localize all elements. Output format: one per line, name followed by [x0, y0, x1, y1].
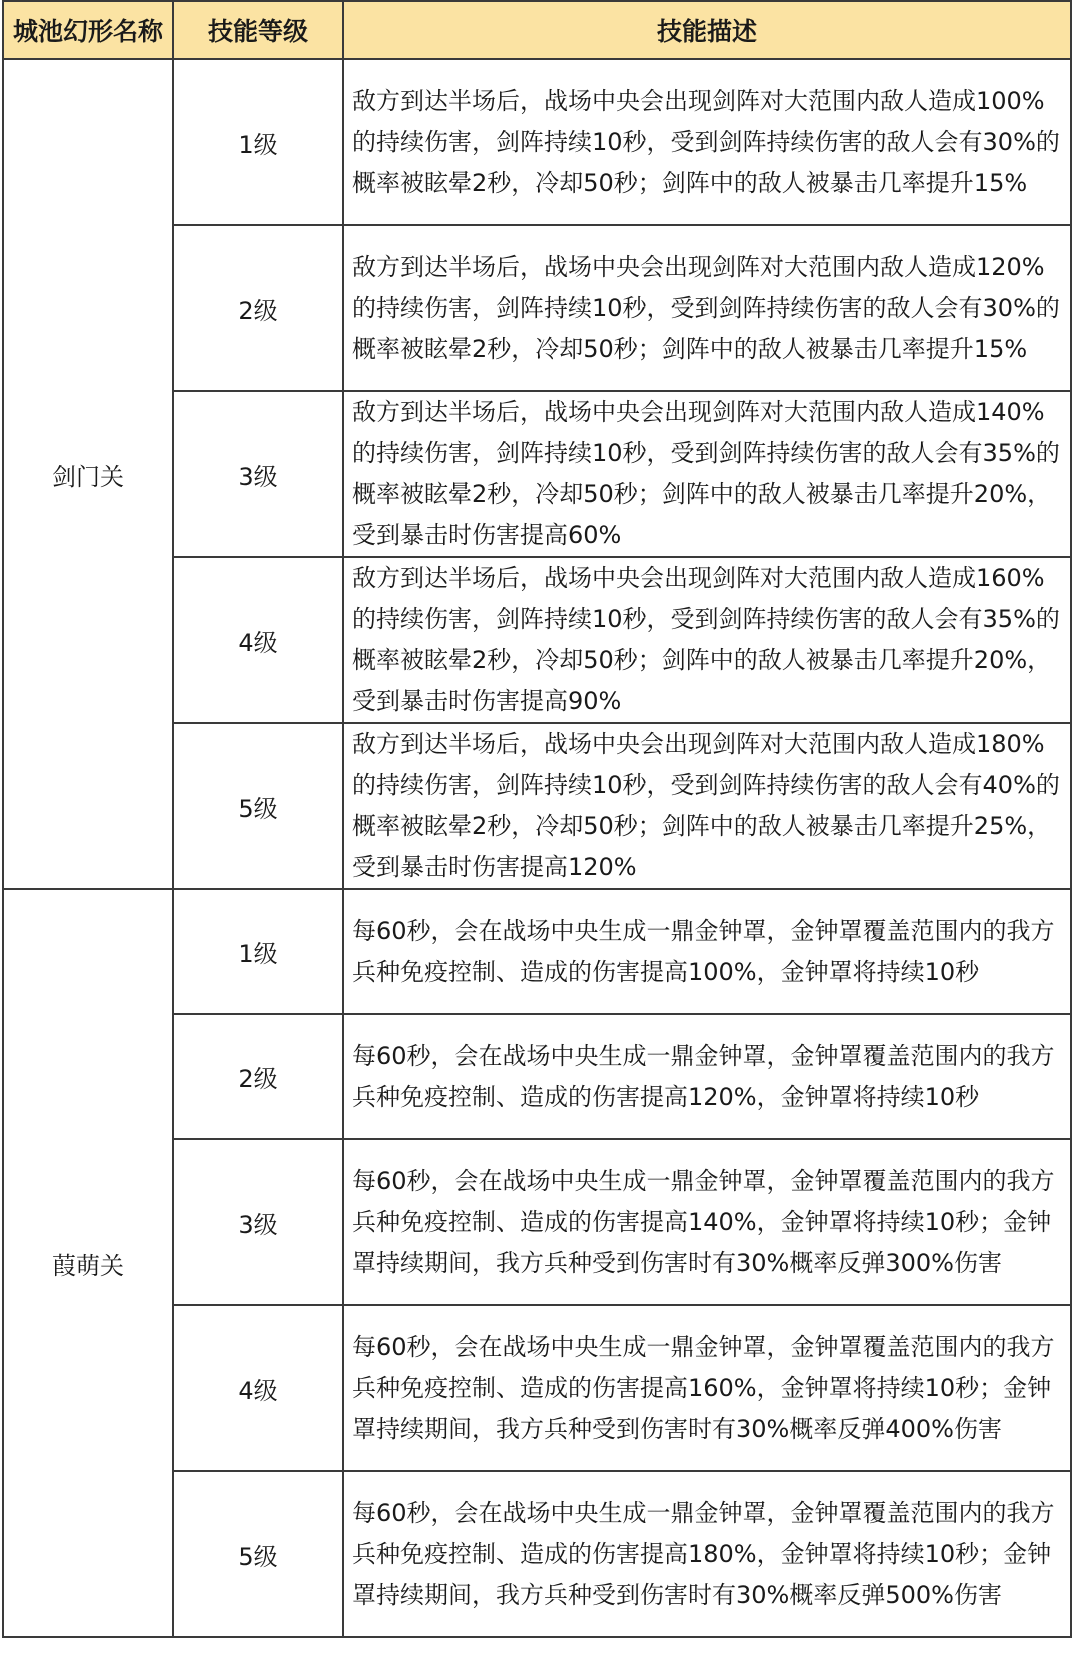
header-skill-description: 技能描述	[343, 1, 1071, 59]
header-skill-level: 技能等级	[173, 1, 343, 59]
skill-description-cell: 每60秒，会在战场中央生成一鼎金钟罩，金钟罩覆盖范围内的我方兵种免疫控制、造成的伤害提高180%，金钟罩将持续10秒；金钟罩持续期间，我方兵种受到伤害时有30%概率反弹500%伤害	[343, 1471, 1071, 1637]
skill-level-cell: 3级	[173, 391, 343, 557]
skill-description-cell: 每60秒，会在战场中央生成一鼎金钟罩，金钟罩覆盖范围内的我方兵种免疫控制、造成的伤害提高120%，金钟罩将持续10秒	[343, 1014, 1071, 1139]
skill-level-cell: 2级	[173, 225, 343, 391]
skill-description-cell: 每60秒，会在战场中央生成一鼎金钟罩，金钟罩覆盖范围内的我方兵种免疫控制、造成的伤害提高140%，金钟罩将持续10秒；金钟罩持续期间，我方兵种受到伤害时有30%概率反弹300%伤害	[343, 1139, 1071, 1305]
skill-description-cell: 敌方到达半场后，战场中央会出现剑阵对大范围内敌人造成140%的持续伤害，剑阵持续10秒，受到剑阵持续伤害的敌人会有35%的概率被眩晕2秒，冷却50秒；剑阵中的敌人被暴击几率提升20%，受到暴击时伤害提高60%	[343, 391, 1071, 557]
skill-description-cell: 每60秒，会在战场中央生成一鼎金钟罩，金钟罩覆盖范围内的我方兵种免疫控制、造成的伤害提高100%，金钟罩将持续10秒	[343, 889, 1071, 1014]
skill-level-cell: 1级	[173, 59, 343, 225]
table-row	[3, 889, 1071, 1014]
skill-description-cell: 敌方到达半场后，战场中央会出现剑阵对大范围内敌人造成160%的持续伤害，剑阵持续10秒，受到剑阵持续伤害的敌人会有35%的概率被眩晕2秒，冷却50秒；剑阵中的敌人被暴击几率提升20%，受到暴击时伤害提高90%	[343, 557, 1071, 723]
skill-level-cell: 2级	[173, 1014, 343, 1139]
city-name-cell: 剑门关	[3, 59, 173, 889]
skill-level-cell: 4级	[173, 557, 343, 723]
skill-level-cell: 5级	[173, 723, 343, 889]
header-city-name: 城池幻形名称	[3, 1, 173, 59]
header-row	[3, 1, 1071, 59]
city-name-cell: 葭萌关	[3, 889, 173, 1637]
skill-table	[2, 0, 1072, 1638]
skill-level-cell: 1级	[173, 889, 343, 1014]
skill-description-cell: 敌方到达半场后，战场中央会出现剑阵对大范围内敌人造成180%的持续伤害，剑阵持续10秒，受到剑阵持续伤害的敌人会有40%的概率被眩晕2秒，冷却50秒；剑阵中的敌人被暴击几率提升25%，受到暴击时伤害提高120%	[343, 723, 1071, 889]
skill-level-cell: 3级	[173, 1139, 343, 1305]
skill-description-cell: 每60秒，会在战场中央生成一鼎金钟罩，金钟罩覆盖范围内的我方兵种免疫控制、造成的伤害提高160%，金钟罩将持续10秒；金钟罩持续期间，我方兵种受到伤害时有30%概率反弹400%伤害	[343, 1305, 1071, 1471]
skill-description-cell: 敌方到达半场后，战场中央会出现剑阵对大范围内敌人造成100%的持续伤害，剑阵持续10秒，受到剑阵持续伤害的敌人会有30%的概率被眩晕2秒，冷却50秒；剑阵中的敌人被暴击几率提升15%	[343, 59, 1071, 225]
skill-level-cell: 5级	[173, 1471, 343, 1637]
skill-level-cell: 4级	[173, 1305, 343, 1471]
skill-description-cell: 敌方到达半场后，战场中央会出现剑阵对大范围内敌人造成120%的持续伤害，剑阵持续10秒，受到剑阵持续伤害的敌人会有30%的概率被眩晕2秒，冷却50秒；剑阵中的敌人被暴击几率提升15%	[343, 225, 1071, 391]
table-row	[3, 59, 1071, 225]
